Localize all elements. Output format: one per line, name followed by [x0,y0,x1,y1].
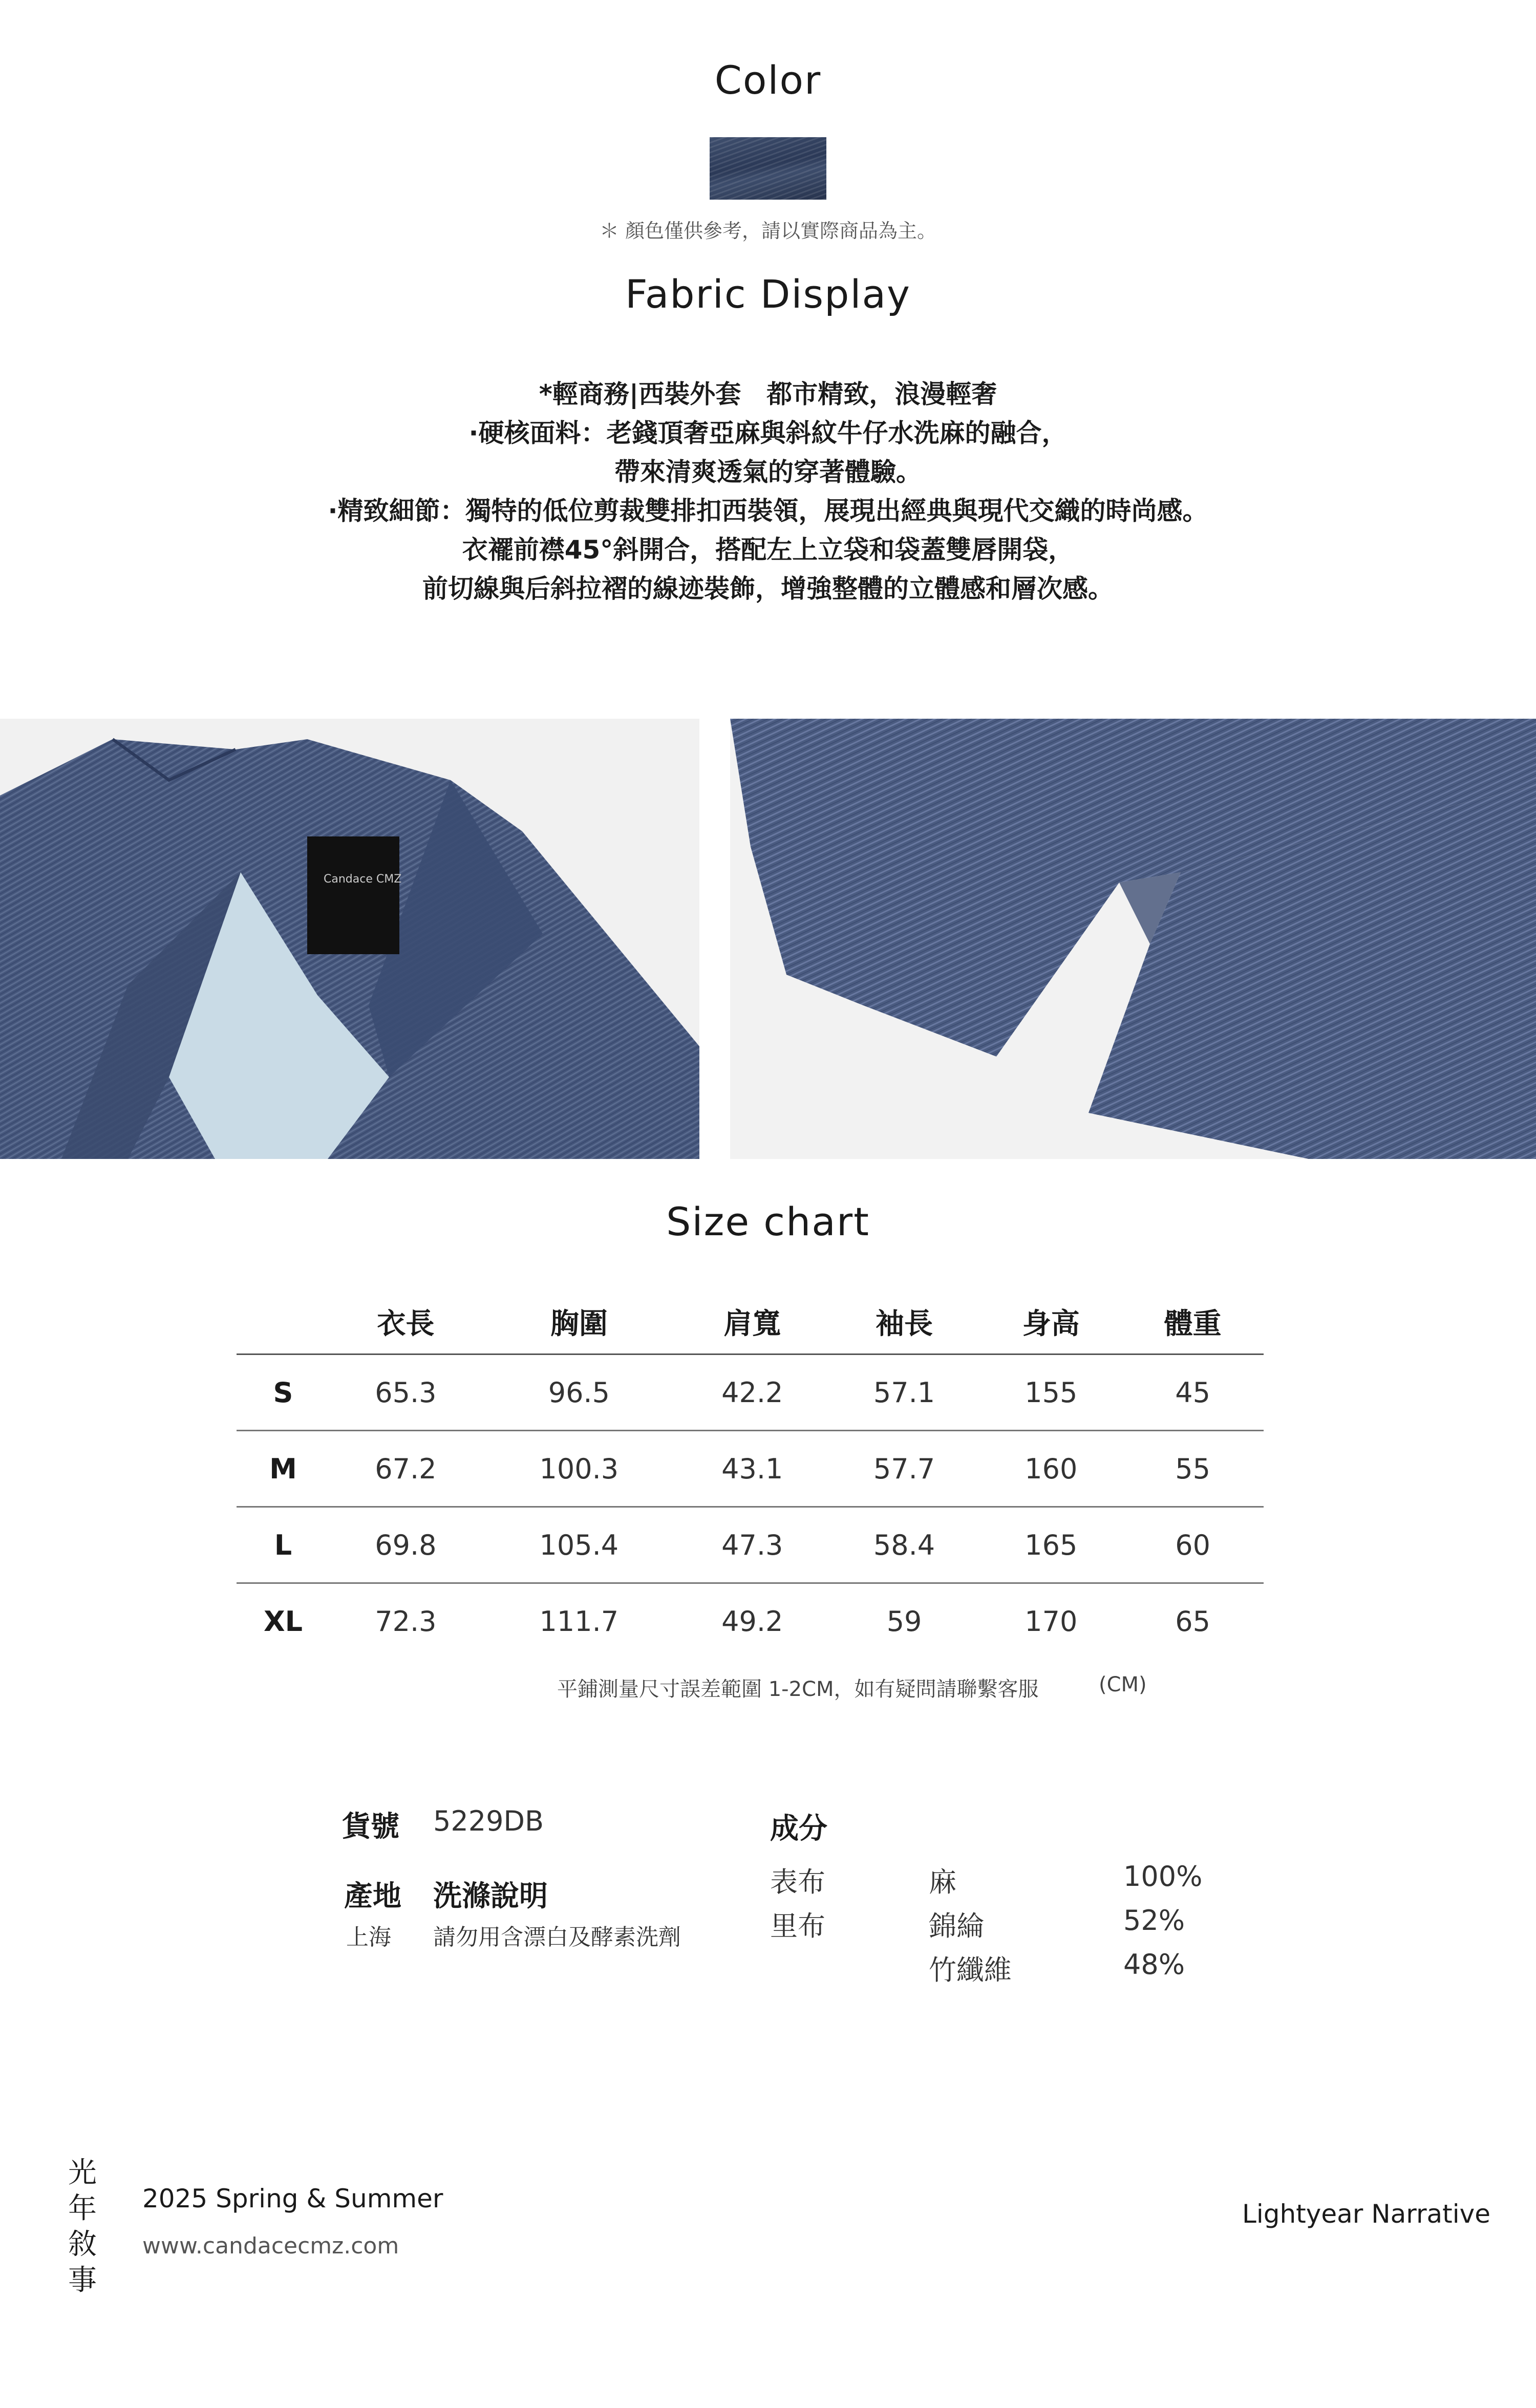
size-row-m [237,1431,1264,1507]
header-sleeve: 袖長 [876,1307,933,1341]
size-cell: 160 [980,1431,1122,1507]
size-cell: 42.2 [676,1354,828,1431]
size-cell: 65.3 [330,1354,482,1431]
composition-percent: 48% [1123,1948,1185,1981]
size-cell: 96.5 [482,1354,676,1431]
size-cell: 100.3 [482,1431,676,1507]
header-length: 衣長 [377,1307,435,1341]
desc-line: 衣襬前襟45°斜開合，搭配左上立袋和袋蓋雙唇開袋， [462,535,1074,565]
header-bust: 胸圍 [550,1307,608,1341]
website-link[interactable]: www.candacecmz.com [142,2233,399,2259]
size-cell: L [237,1507,330,1583]
vertical-char: 光 [68,2156,97,2189]
size-chart-title: Size chart [666,1199,870,1244]
composition-percent: 100% [1123,1860,1203,1893]
size-row-l [237,1507,1264,1583]
collection-name: Lightyear Narrative [1242,2199,1490,2229]
size-cell: 65 [1122,1583,1264,1659]
size-cell: M [237,1431,330,1507]
size-cell: 69.8 [330,1507,482,1583]
size-cell: 105.4 [482,1507,676,1583]
size-header-row [237,1290,1264,1354]
desc-line: *輕商務|西裝外套 都市精致，浪漫輕奢 [539,379,997,409]
fabric-title: Fabric Display [625,271,911,317]
composition-part: 里布 [770,1910,825,1942]
fabric-description [0,375,1536,608]
size-cell: S [237,1354,330,1431]
origin-value: 上海 [346,1924,391,1950]
desc-line: 前切線與后斜拉褶的線迹裝飾，增強整體的立體感和層次感。 [422,574,1114,604]
size-cell: 155 [980,1354,1122,1431]
vertical-char: 敘 [68,2228,97,2261]
header-height: 身高 [1022,1307,1080,1341]
desc-line: 帶來清爽透氣的穿著體驗。 [614,457,922,487]
vertical-char: 事 [68,2264,97,2297]
composition-percent: 52% [1123,1904,1185,1937]
care-label: 洗滌說明 [433,1880,548,1913]
item-no-label: 貨號 [342,1810,399,1843]
header-shoulder: 肩寬 [723,1307,781,1341]
size-cell: 58.4 [828,1507,980,1583]
origin-label: 產地 [344,1880,401,1913]
size-row-s [237,1354,1264,1431]
header-size [237,1290,330,1354]
measurement-note: 平鋪測量尺寸誤差範圍 1-2CM，如有疑問請聯繫客服 [557,1678,1039,1701]
care-value: 請勿用含漂白及酵素洗劑 [433,1924,681,1950]
color-note: ＊ 顏色僅供參考，請以實際商品為主。 [599,220,937,242]
label-logo-text: Candace CMZ [324,873,402,886]
jacket-hem-photo [730,719,1536,1159]
size-cell: 43.1 [676,1431,828,1507]
size-cell: 57.7 [828,1431,980,1507]
size-cell: 45 [1122,1354,1264,1431]
color-swatch[interactable] [710,137,826,200]
header-weight: 體重 [1164,1307,1222,1341]
size-cell: 72.3 [330,1583,482,1659]
desc-line: ·精致細節：獨特的低位剪裁雙排扣西裝領，展現出經典與現代交織的時尚感。 [328,496,1208,526]
size-cell: 59 [828,1583,980,1659]
size-cell: XL [237,1583,330,1659]
composition-material: 錦綸 [929,1910,984,1942]
jacket-collar-photo [0,719,699,1159]
size-cell: 165 [980,1507,1122,1583]
composition-material: 麻 [929,1866,956,1898]
size-cell: 60 [1122,1507,1264,1583]
size-cell: 111.7 [482,1583,676,1659]
size-cell: 49.2 [676,1583,828,1659]
season-label: 2025 Spring & Summer [142,2184,443,2213]
size-chart-table [237,1290,1264,1659]
composition-material: 竹纖維 [929,1954,1012,1986]
size-row-xl [237,1583,1264,1659]
vertical-char: 年 [68,2192,97,2225]
size-cell: 170 [980,1583,1122,1659]
vertical-title [65,2155,100,2298]
color-title: Color [714,57,822,103]
size-cell: 55 [1122,1431,1264,1507]
composition-label: 成分 [770,1812,827,1845]
size-cell: 67.2 [330,1431,482,1507]
unit-label: (CM) [1099,1673,1147,1696]
composition-part: 表布 [770,1866,825,1898]
item-no-value: 5229DB [433,1805,544,1837]
size-cell: 47.3 [676,1507,828,1583]
size-cell: 57.1 [828,1354,980,1431]
desc-line: ·硬核面料：老錢頂奢亞麻與斜紋牛仔水洗麻的融合， [468,418,1068,448]
